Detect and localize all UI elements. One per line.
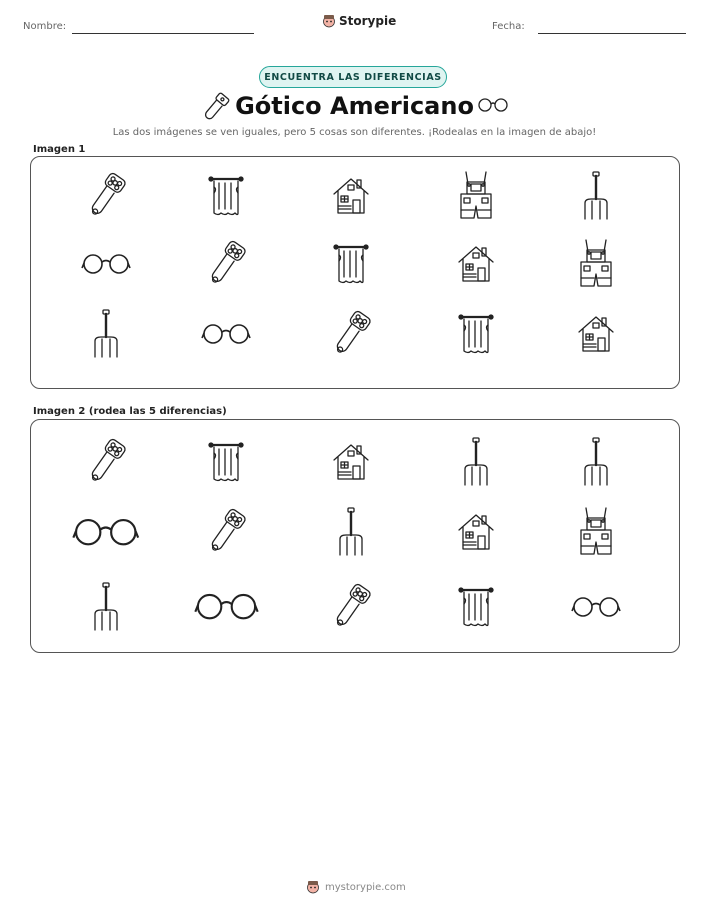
safety-pin-icon[interactable] — [329, 582, 373, 632]
safety-pin-icon[interactable] — [204, 507, 248, 557]
pitchfork-icon[interactable] — [91, 582, 121, 632]
curtain-icon[interactable] — [458, 586, 494, 628]
house-icon[interactable] — [456, 512, 496, 552]
page-title: Gótico Americano — [235, 92, 474, 120]
overalls-icon[interactable] — [576, 506, 616, 558]
house-icon[interactable] — [331, 442, 371, 482]
safety-pin-icon — [329, 309, 373, 359]
safety-pin-icon — [204, 239, 248, 289]
pitchfork-icon — [91, 309, 121, 359]
glasses-icon — [477, 97, 509, 113]
brand-name: Storypie — [339, 14, 397, 28]
brand-logo — [322, 14, 396, 28]
curtain-icon — [333, 243, 369, 285]
glasses-icon[interactable] — [194, 591, 259, 622]
date-field-line[interactable] — [538, 33, 686, 34]
pitchfork-icon — [581, 171, 611, 221]
pitchfork-icon[interactable] — [581, 437, 611, 487]
name-label: Nombre: — [23, 21, 67, 32]
overalls-icon — [456, 170, 496, 222]
safety-pin-icon — [84, 171, 128, 221]
footer-url: mystorypie.com — [325, 881, 406, 893]
house-icon — [456, 244, 496, 284]
house-icon — [331, 176, 371, 216]
image1-frame — [30, 156, 680, 389]
instructions: Las dos imágenes se ven iguales, pero 5 cosas son diferentes. ¡Rodealas en la imagen de abajo! — [112, 127, 597, 138]
activity-badge: ENCUENTRA LAS DIFERENCIAS — [259, 66, 447, 88]
storypie-mascot-icon — [322, 14, 336, 28]
image2-label: Imagen 2 (rodea las 5 diferencias) — [33, 406, 227, 417]
house-icon — [576, 314, 616, 354]
curtain-icon[interactable] — [208, 441, 244, 483]
overalls-icon — [576, 238, 616, 290]
image1-label: Imagen 1 — [33, 144, 86, 155]
storypie-mascot-icon — [306, 880, 320, 894]
glasses-icon[interactable] — [571, 595, 621, 619]
glasses-icon — [201, 322, 251, 346]
safety-pin-icon[interactable] — [84, 437, 128, 487]
curtain-icon — [208, 175, 244, 217]
date-label: Fecha: — [492, 21, 525, 32]
image2-frame[interactable] — [30, 419, 680, 653]
footer — [306, 880, 406, 894]
glasses-icon[interactable] — [72, 516, 140, 548]
pitchfork-icon[interactable] — [336, 507, 366, 557]
glasses-icon — [81, 252, 131, 276]
pitchfork-icon[interactable] — [461, 437, 491, 487]
curtain-icon — [458, 313, 494, 355]
name-field-line[interactable] — [72, 33, 254, 34]
